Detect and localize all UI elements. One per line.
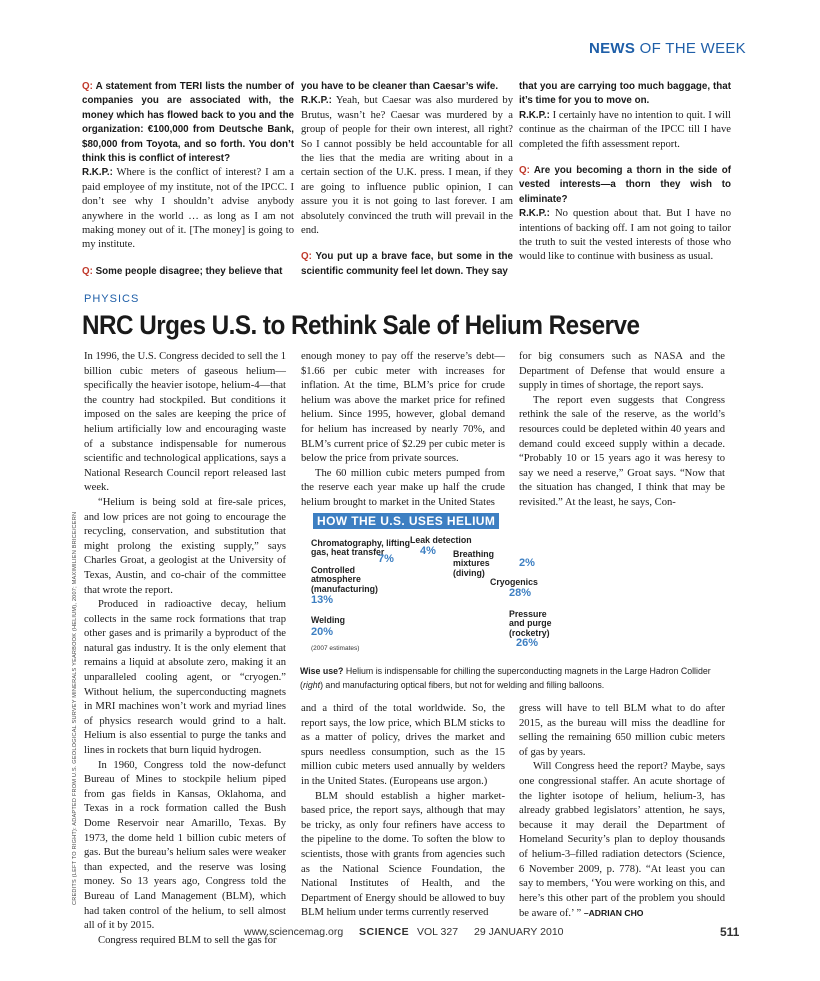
question-text: Some people disagree; they believe that bbox=[95, 265, 283, 277]
paragraph bbox=[519, 760, 725, 922]
page-number: 511 bbox=[720, 925, 740, 939]
answer-text: Where is the conflict of interest? I am a paid employee of my institute, not of the IPCC. I don’t see why I shouldn’t advise anybody anywhere in the world … as long as I am not making money out of it. [The money] is going to my institute. bbox=[82, 167, 294, 251]
footer-url: www.sciencemag.org bbox=[244, 926, 344, 938]
answer-text: I certainly have no intention to quit. I will continue as the chairman of the IPCC till I have completed the fifth assessment report. bbox=[519, 109, 732, 150]
figure-item-label: Welding bbox=[311, 615, 346, 625]
question-text: Are you becoming a thorn in the side of vested interests—a thorn they wish to eliminate? bbox=[519, 165, 732, 205]
figure-item-label: Pressure and purge (rocketry) bbox=[509, 609, 552, 638]
footer-journal: SCIENCE bbox=[359, 926, 410, 938]
figure-item-label: Leak detection bbox=[410, 535, 472, 545]
answer-label: R.K.P.: bbox=[519, 109, 550, 121]
figure-item-label: Cryogenics bbox=[490, 577, 538, 587]
qa-column-1 bbox=[82, 80, 294, 279]
figure-estimates-note: (2007 estimates) bbox=[311, 645, 360, 652]
paragraph: BLM should establish a higher market-based price, the report says, although that may be tricky, as only four refiners have access to the pipeline to the dome. To soften the blow to scientists, those with grants from agencies such as the National Science Foundation, the National Institutes of Health, and the Department of Energy should be allowed to buy BLM helium under terms currently reserved bbox=[301, 790, 505, 919]
qa-column-2 bbox=[301, 80, 513, 279]
helium-uses-figure bbox=[300, 512, 726, 662]
answer-label: R.K.P.: bbox=[519, 208, 550, 220]
paragraph: enough money to pay off the reserve’s debt—$1.66 per cubic meter with increases for inflation. At the time, BLM’s price for crude helium was above the market price for refined helium. Since 1995, however, global demand for helium has increased by nearly 70%, and BLM’s current price of $2.29 per cubic meter is below the price from private sources. bbox=[301, 351, 505, 465]
caption-text: Helium is indispensable for chilling the superconducting magnets in the Large Hadron Collider ( bbox=[300, 666, 711, 690]
section-header-bold: NEWS bbox=[588, 40, 636, 57]
paragraph: The report even suggests that Congress rethink the sale of the reserve, as the world’s resources could be depleted within 40 years and demand could exceed supply within a decade. “Probably 10 or 15 years ago it was heresy to say we need a reserve,” Groat says. “Now that the situation has changed, I think that may be revisited.” At the least, he says, Con- bbox=[519, 394, 725, 508]
paragraph-text: Will Congress heed the report? Maybe, says one congressional staffer. An acute shortage of the lighter isotope of helium, helium-3, has already grabbed legislators’ attention, he says, because it may derail the Department of Homeland Security’s plan to deploy thousands of helium-3–filled radiation detectors (Science, 6 November 2009, p. 778). “At least you can say to members, ‘You were working on this, and here’s this other part of the problem you should be aware of.’ ” bbox=[519, 761, 725, 920]
paragraph: In 1996, the U.S. Congress decided to sell the 1 billion cubic meters of gaseous helium—specifically the heavier isotope, helium-4—that the country had stockpiled. But conditions it imposed on the sales are keeping the price of helium artificially low and encouraging waste of a substance indispensable for numerous scientific and technological applications, says a National Research Council report released last week. bbox=[84, 351, 286, 494]
answer-label: R.K.P.: bbox=[82, 167, 113, 179]
article-column-2-bottom bbox=[301, 702, 505, 921]
footer-volume: VOL 327 bbox=[417, 926, 459, 938]
byline: –ADRIAN CHO bbox=[583, 908, 644, 919]
question bbox=[82, 80, 294, 166]
figure-item-value: 13% bbox=[311, 594, 334, 606]
article-column-3-bottom bbox=[519, 702, 725, 922]
figure-item-value: 2% bbox=[519, 557, 535, 569]
figure-item-label: Breathing mixtures (diving) bbox=[453, 549, 495, 578]
question-label: Q: bbox=[82, 81, 93, 92]
figure-item-value: 28% bbox=[509, 587, 532, 599]
figure-item-value: 20% bbox=[311, 626, 334, 638]
question-text: you have to be cleaner than Caesar’s wife. bbox=[301, 81, 499, 92]
section-header-rest: OF THE WEEK bbox=[639, 40, 746, 57]
figure-caption bbox=[300, 664, 730, 692]
figure-title: HOW THE U.S. USES HELIUM bbox=[313, 513, 499, 529]
answer-text: Yeah, but Caesar was also murdered by Brutus, wasn’t he? Caesar was murdered by a group of people for their own interest, all right? So I cannot possibly be held accountable for all the lies that the media are writing about in a certain section of the U.K. press. I mean, if they are going to influence public opinion, I can assure you it is not going to last forever. I am absolutely convinced the truth will prevail in the end. bbox=[301, 95, 513, 237]
answer bbox=[519, 109, 731, 152]
question-text: You put up a brave face, but some in the scientific community feel let down. They say bbox=[301, 251, 513, 277]
figure-item-value: 4% bbox=[420, 545, 436, 557]
question-text: A statement from TERI lists the number of companies you are associated with, the money which has flowed back to you and the organization: €100,000 from Deutsche Bank, $80,000 from Toyota, and so forth. You don’t think this is conflict of interest? bbox=[82, 81, 295, 165]
answer-label: R.K.P.: bbox=[301, 95, 332, 107]
article-section-label: PHYSICS bbox=[84, 293, 140, 305]
answer-text: No question about that. But I have no intentions of backing off. I am not going to tailor the truth to suit the vested interests of those who would like to continue with business as usual. bbox=[519, 208, 731, 263]
question bbox=[519, 80, 731, 109]
figure-item-label: Chromatography, lifting gas, heat transfer bbox=[311, 538, 411, 558]
question bbox=[82, 265, 294, 279]
paragraph: Produced in radioactive decay, helium collects in the same rock formations that trap other gases and is primarily a byproduct of the natural gas industry. It is the only element that remains a liquid at absolute zero, making it an unparalleled cooling agent, or “cryogen.” Without helium, the superconducting magnets in MRI machines won’t work and myriad lines of physics research would grind to a halt. Helium is also essential to purge the tanks and lines in rockets that burn liquid hydrogen. bbox=[84, 599, 286, 757]
answer bbox=[82, 166, 294, 252]
footer-date: 29 JANUARY 2010 bbox=[474, 926, 564, 938]
figure-item-label: Controlled atmosphere (manufacturing) bbox=[311, 565, 378, 594]
section-header bbox=[589, 40, 746, 57]
paragraph: The 60 million cubic meters pumped from the reserve each year make up half the crude helium brought to market in the United States bbox=[301, 467, 505, 508]
photo-credit: CREDITS (LEFT TO RIGHT): ADAPTED FROM U.S. GEOLOGICAL SURVEY MINERALS YEARBOOK (HELIUM), 2007; MAXIMILIEN BRICE/CERN bbox=[72, 511, 78, 905]
qa-column-3 bbox=[519, 80, 731, 265]
question bbox=[301, 250, 513, 279]
figure-item-value: 26% bbox=[516, 637, 539, 649]
question-label: Q: bbox=[301, 251, 312, 263]
question-label: Q: bbox=[519, 165, 530, 177]
article-column-3-top bbox=[519, 350, 725, 511]
answer bbox=[519, 207, 731, 265]
question-text: that you are carrying too much baggage, that it’s time for you to move on. bbox=[519, 81, 731, 107]
answer bbox=[301, 94, 513, 238]
figure-item-value: 7% bbox=[378, 553, 394, 565]
paragraph: “Helium is being sold at fire-sale prices, and low prices are not going to encourage the recycling, conservation, and substitution that might prolong the existing supply,” says Charles Groat, a geologist at the University of Texas, Austin, and co-chair of the committee that wrote the report. bbox=[84, 496, 286, 596]
article-headline: NRC Urges U.S. to Rethink Sale of Helium Reserve bbox=[82, 310, 640, 340]
question bbox=[519, 164, 731, 207]
paragraph: and a third of the total worldwide. So, the report says, the low price, which BLM sticks to as a matter of policy, drives the market and spurs needless consumption, such as the 15 million cubic meters used annually by welders in the United States. (Europeans use argon.) bbox=[301, 703, 505, 787]
question-label: Q: bbox=[82, 265, 93, 277]
caption-text: ) and manufacturing optical fibers, but not for welding and filling balloons. bbox=[320, 680, 605, 690]
article-column-2-top bbox=[301, 350, 505, 511]
paragraph: Congress required BLM to sell the gas for bbox=[98, 934, 277, 946]
paragraph: gress will have to tell BLM what to do after 2015, as the bureau will miss the deadline for selling the remaining 650 million cubic meters of gas by years. bbox=[519, 703, 725, 758]
article-column-1 bbox=[84, 350, 286, 948]
paragraph: for big consumers such as NASA and the Department of Defense that would ensure a supply in times of shortage, the report says. bbox=[519, 351, 725, 392]
question bbox=[301, 80, 513, 94]
caption-lead: Wise use? bbox=[300, 666, 344, 676]
paragraph: In 1960, Congress told the now-defunct Bureau of Mines to stockpile helium piped from gas fields in Kansas, Oklahoma, and Texas in a rock formation called the Bush Dome Reservoir near Amarillo, Texas. By 1973, the dome held 1 billion cubic meters of gas. But the bureau’s helium sales were weaker than expected, and the reserve was losing money. So 13 years ago, Congress told the Bureau of Land Management (BLM), which had taken control of the helium, to sell almost all of it by 2015. bbox=[84, 759, 286, 932]
caption-right: right bbox=[302, 680, 321, 690]
